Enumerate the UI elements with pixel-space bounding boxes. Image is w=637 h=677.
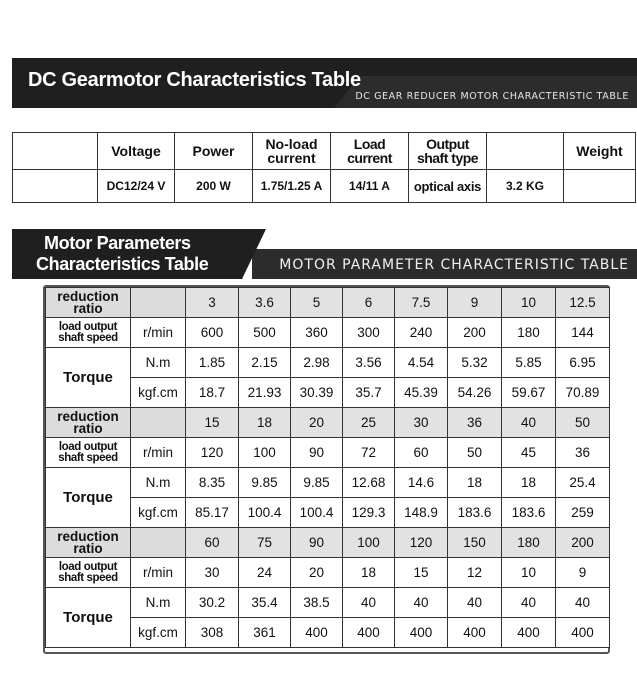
header-power: Power xyxy=(175,133,253,170)
torque-kgfcm-row xyxy=(46,618,610,648)
torque-nm-cell: 25.4 xyxy=(556,468,610,498)
torque-kgfcm-cell: 100.4 xyxy=(239,498,291,528)
torque-nm-cell: 12.68 xyxy=(343,468,395,498)
torque-kgfcm-cell: 400 xyxy=(448,618,502,648)
header-no-load-current: No-load current xyxy=(253,133,331,170)
ratio-cell: 30 xyxy=(395,408,448,438)
speed-cell: 300 xyxy=(343,318,395,348)
unit-kgfcm: kgf.cm xyxy=(131,498,186,528)
torque-kgfcm-cell: 45.39 xyxy=(395,378,448,408)
value-weight: 3.2 KG xyxy=(487,170,564,203)
unit-kgfcm: kgf.cm xyxy=(131,618,186,648)
torque-kgfcm-cell: 183.6 xyxy=(502,498,556,528)
torque-kgfcm-cell: 35.7 xyxy=(343,378,395,408)
torque-kgfcm-cell: 400 xyxy=(291,618,343,648)
torque-nm-cell: 38.5 xyxy=(291,588,343,618)
ratio-cell: 18 xyxy=(239,408,291,438)
unit-cell xyxy=(131,288,186,318)
shaft-speed-label: load output shaft speed xyxy=(46,318,131,348)
speed-cell: 200 xyxy=(448,318,502,348)
banner-title-line1: Motor Parameters xyxy=(44,233,191,253)
ratio-cell: 15 xyxy=(186,408,239,438)
unit-rpm: r/min xyxy=(131,558,186,588)
speed-cell: 60 xyxy=(395,438,448,468)
ratio-cell: 3.6 xyxy=(239,288,291,318)
ratio-cell: 40 xyxy=(502,408,556,438)
table-header-row xyxy=(13,133,636,170)
speed-cell: 500 xyxy=(239,318,291,348)
reduction-ratio-label: reduction ratio xyxy=(46,528,131,558)
ratio-cell: 25 xyxy=(343,408,395,438)
value-voltage: DC12/24 V xyxy=(98,170,175,203)
shaft-speed-label: load output shaft speed xyxy=(46,438,131,468)
torque-kgfcm-cell: 400 xyxy=(502,618,556,648)
value-cell xyxy=(564,170,636,203)
unit-nm: N.m xyxy=(131,348,186,378)
speed-cell: 120 xyxy=(186,438,239,468)
torque-kgfcm-cell: 148.9 xyxy=(395,498,448,528)
ratio-cell: 12.5 xyxy=(556,288,610,318)
torque-nm-cell: 6.95 xyxy=(556,348,610,378)
torque-kgfcm-row xyxy=(46,498,610,528)
ratio-cell: 20 xyxy=(291,408,343,438)
torque-kgfcm-cell: 54.26 xyxy=(448,378,502,408)
torque-nm-cell: 2.15 xyxy=(239,348,291,378)
torque-kgfcm-cell: 361 xyxy=(239,618,291,648)
characteristics-banner xyxy=(12,58,637,108)
ratio-cell: 180 xyxy=(502,528,556,558)
torque-label: Torque xyxy=(46,348,131,408)
torque-kgfcm-cell: 85.17 xyxy=(186,498,239,528)
torque-nm-cell: 40 xyxy=(343,588,395,618)
torque-nm-cell: 3.56 xyxy=(343,348,395,378)
reduction-ratio-label: reduction ratio xyxy=(46,288,131,318)
speed-cell: 72 xyxy=(343,438,395,468)
torque-nm-cell: 40 xyxy=(502,588,556,618)
speed-cell: 100 xyxy=(239,438,291,468)
torque-kgfcm-cell: 259 xyxy=(556,498,610,528)
banner-title-line2: Characteristics Table xyxy=(36,254,209,274)
value-power: 200 W xyxy=(175,170,253,203)
motor-parameters-table xyxy=(45,287,610,648)
ratio-cell: 100 xyxy=(343,528,395,558)
value-load-current: 14/11 A xyxy=(331,170,409,203)
motor-parameters-table-wrapper xyxy=(45,287,608,652)
torque-kgfcm-cell: 100.4 xyxy=(291,498,343,528)
torque-nm-cell: 2.98 xyxy=(291,348,343,378)
speed-cell: 10 xyxy=(502,558,556,588)
torque-kgfcm-cell: 308 xyxy=(186,618,239,648)
torque-kgfcm-cell: 400 xyxy=(395,618,448,648)
torque-kgfcm-row xyxy=(46,378,610,408)
reduction-ratio-row xyxy=(46,288,610,318)
value-output-shaft-type: optical axis xyxy=(409,170,487,203)
banner-slant xyxy=(242,229,266,279)
torque-kgfcm-cell: 70.89 xyxy=(556,378,610,408)
torque-nm-cell: 9.85 xyxy=(239,468,291,498)
ratio-cell: 9 xyxy=(448,288,502,318)
speed-cell: 9 xyxy=(556,558,610,588)
torque-kgfcm-cell: 21.93 xyxy=(239,378,291,408)
ratio-cell: 200 xyxy=(556,528,610,558)
gearmotor-characteristics-table xyxy=(12,132,636,203)
torque-nm-cell: 1.85 xyxy=(186,348,239,378)
ratio-cell: 6 xyxy=(343,288,395,318)
torque-nm-row xyxy=(46,468,610,498)
speed-cell: 24 xyxy=(239,558,291,588)
speed-cell: 18 xyxy=(343,558,395,588)
motor-parameters-banner xyxy=(12,229,637,279)
shaft-speed-row xyxy=(46,558,610,588)
ratio-cell: 60 xyxy=(186,528,239,558)
unit-kgfcm: kgf.cm xyxy=(131,378,186,408)
ratio-cell: 36 xyxy=(448,408,502,438)
torque-nm-cell: 9.85 xyxy=(291,468,343,498)
torque-nm-cell: 18 xyxy=(502,468,556,498)
torque-nm-cell: 14.6 xyxy=(395,468,448,498)
torque-kgfcm-cell: 400 xyxy=(343,618,395,648)
unit-rpm: r/min xyxy=(131,318,186,348)
ratio-cell: 3 xyxy=(186,288,239,318)
banner-title: DC Gearmotor Characteristics Table xyxy=(28,69,361,91)
speed-cell: 15 xyxy=(395,558,448,588)
torque-nm-cell: 5.32 xyxy=(448,348,502,378)
speed-cell: 50 xyxy=(448,438,502,468)
ratio-cell: 150 xyxy=(448,528,502,558)
torque-nm-cell: 18 xyxy=(448,468,502,498)
torque-nm-row xyxy=(46,588,610,618)
speed-cell: 600 xyxy=(186,318,239,348)
speed-cell: 90 xyxy=(291,438,343,468)
torque-kgfcm-cell: 18.7 xyxy=(186,378,239,408)
ratio-cell: 7.5 xyxy=(395,288,448,318)
unit-cell xyxy=(131,528,186,558)
torque-nm-cell: 40 xyxy=(395,588,448,618)
speed-cell: 45 xyxy=(502,438,556,468)
header-weight: Weight xyxy=(564,133,636,170)
torque-kgfcm-cell: 183.6 xyxy=(448,498,502,528)
value-cell xyxy=(13,170,98,203)
torque-nm-cell: 35.4 xyxy=(239,588,291,618)
shaft-speed-row xyxy=(46,438,610,468)
header-cell xyxy=(487,133,564,170)
torque-kgfcm-cell: 129.3 xyxy=(343,498,395,528)
ratio-cell: 10 xyxy=(502,288,556,318)
ratio-cell: 5 xyxy=(291,288,343,318)
unit-nm: N.m xyxy=(131,468,186,498)
speed-cell: 20 xyxy=(291,558,343,588)
torque-kgfcm-cell: 59.67 xyxy=(502,378,556,408)
shaft-speed-row xyxy=(46,318,610,348)
speed-cell: 30 xyxy=(186,558,239,588)
header-cell xyxy=(13,133,98,170)
ratio-cell: 90 xyxy=(291,528,343,558)
torque-nm-cell: 4.54 xyxy=(395,348,448,378)
unit-rpm: r/min xyxy=(131,438,186,468)
header-voltage: Voltage xyxy=(98,133,175,170)
speed-cell: 360 xyxy=(291,318,343,348)
speed-cell: 144 xyxy=(556,318,610,348)
reduction-ratio-row xyxy=(46,408,610,438)
shaft-speed-label: load output shaft speed xyxy=(46,558,131,588)
header-load-current: Load current xyxy=(331,133,409,170)
ratio-cell: 50 xyxy=(556,408,610,438)
torque-nm-row xyxy=(46,348,610,378)
ratio-cell: 75 xyxy=(239,528,291,558)
header-output-shaft-type: Output shaft type xyxy=(409,133,487,170)
reduction-ratio-label: reduction ratio xyxy=(46,408,131,438)
torque-kgfcm-cell: 400 xyxy=(556,618,610,648)
banner-subtitle: MOTOR PARAMETER CHARACTERISTIC TABLE xyxy=(279,257,629,273)
speed-cell: 180 xyxy=(502,318,556,348)
speed-cell: 240 xyxy=(395,318,448,348)
torque-nm-cell: 40 xyxy=(448,588,502,618)
reduction-ratio-row xyxy=(46,528,610,558)
banner-subtitle: DC GEAR REDUCER MOTOR CHARACTERISTIC TABLE xyxy=(355,91,629,102)
table-row xyxy=(13,170,636,203)
speed-cell: 36 xyxy=(556,438,610,468)
torque-nm-cell: 8.35 xyxy=(186,468,239,498)
unit-cell xyxy=(131,408,186,438)
torque-nm-cell: 5.85 xyxy=(502,348,556,378)
torque-kgfcm-cell: 30.39 xyxy=(291,378,343,408)
value-no-load-current: 1.75/1.25 A xyxy=(253,170,331,203)
torque-label: Torque xyxy=(46,588,131,648)
unit-nm: N.m xyxy=(131,588,186,618)
torque-label: Torque xyxy=(46,468,131,528)
torque-nm-cell: 30.2 xyxy=(186,588,239,618)
speed-cell: 12 xyxy=(448,558,502,588)
torque-nm-cell: 40 xyxy=(556,588,610,618)
ratio-cell: 120 xyxy=(395,528,448,558)
